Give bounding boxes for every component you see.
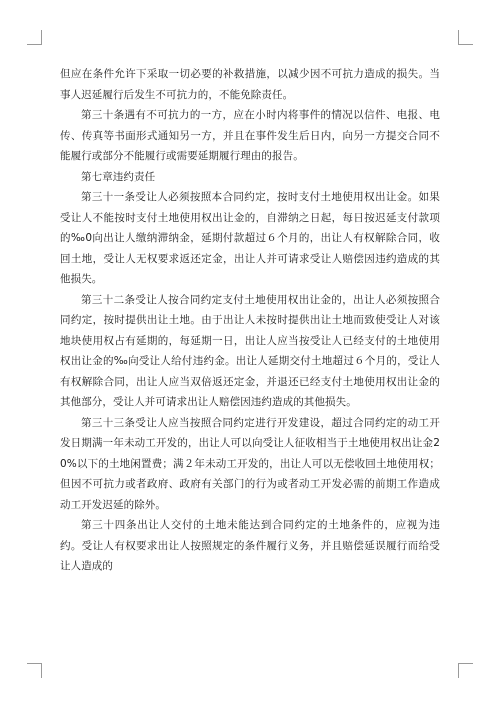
paragraph-article-30: 第三十条遇有不可抗力的一方，应在小时内将事件的情况以信件、电报、电传、传真等书面形式通知另一方，并且在事件发生后日内，向另一方提交合同不能履行或部分不能履行或需要延期履行理由的报告。 bbox=[60, 109, 440, 162]
crop-mark-top-left bbox=[27, 30, 42, 45]
chapter-heading: 第七章违约责任 bbox=[81, 170, 156, 183]
paragraph-article-32: 第三十二条受让人按合同约定支付土地使用权出让金的，出让人必须按照合同约定，按时提供出让土地。由于出让人未按时提供出让土地而致使受让人对该地块使用权占有延期的，每延期一日，出让人应当按受让人已经支付的土地使用权出让金的‰向受让人给付违约金。出让人延期交付土地超过６个月的，受让人有权解除合同，出让人应当双倍返还定金，并退还已经支付土地使用权出让金的其他部分，受让人并可请求出让人赔偿因违约造成的其他损失。 bbox=[60, 293, 440, 408]
paragraph-article-33: 第三十三条受让人应当按照合同约定进行开发建设，超过合同约定的动工开发日期满一年未动工开发的，出让人可以向受让人征收相当于土地使用权出让金20%以下的土地闲置费；满２年未动工开发的，出让人可以无偿收回土地使用权；但因不可抗力或者政府、政府有关部门的行为或者动工开发必需的前期工作造成动工开发迟延的除外。 bbox=[60, 416, 440, 511]
document-body bbox=[60, 64, 440, 577]
paragraph-article-31: 第三十一条受让人必须按照本合同约定，按时支付土地使用权出让金。如果受让人不能按时支付土地使用权出让金的，自滞纳之日起，每日按迟延支付款项的‰0向出让人缴纳滞纳金，延期付款超过６个月的，出让人有权解除合同，收回土地，受让人无权要求返还定金，出让人并可请求受让人赔偿因违约造成的其他损失。 bbox=[60, 191, 440, 285]
paragraph-continuation: 但应在条件允许下采取一切必要的补救措施，以减少因不可抗力造成的损失。当事人迟延履行后发生不可抗力的，不能免除责任。 bbox=[60, 68, 440, 101]
crop-mark-top-right bbox=[458, 30, 473, 45]
crop-mark-bottom-left bbox=[27, 663, 42, 678]
crop-mark-bottom-right bbox=[458, 663, 473, 678]
paragraph-article-34: 第三十四条出让人交付的土地未能达到合同约定的土地条件的，应视为违约。受让人有权要求出让人按照规定的条件履行义务，并且赔偿延误履行而给受让人造成的 bbox=[60, 519, 440, 572]
